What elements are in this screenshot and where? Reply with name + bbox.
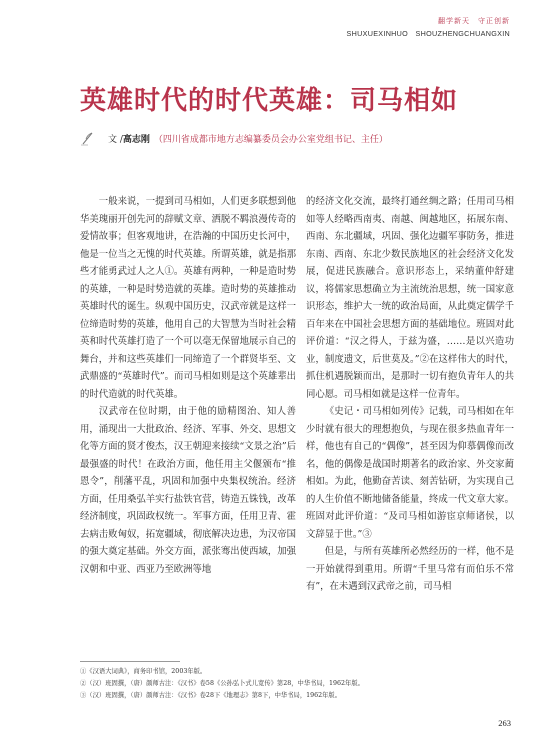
section-title-cn: 翻学新天 守正创新 <box>438 17 510 25</box>
page-number: 263 <box>498 718 511 728</box>
footnotes <box>80 661 510 702</box>
body-paragraph: 《史记・司马相如列传》记载，司马相如在年少时就有很大的理想抱负，与现在很多热血青年一样，他也有自己的“偶像”，甚至因为仰慕偶像而改名，他的偶像是战国时期著名的政治家、外交家蔺相如。为此，他勤奋苦读、刻苦钻研，为实现自己的人生价值不断地储备能量，终成一代文章大家。班固对此评价道：“及司马相如游宦京师诸侯，以文辞显于世。”③ <box>306 406 514 540</box>
author-name: 高志刚 <box>122 134 150 145</box>
body-paragraph: 汉武帝在位时期，由于他的励精图治、知人善用，涌现出一大批政治、经济、军事、外交、思想文化等方面的贤才俊杰，汉王朝迎来接续“文景之治”后最强盛的时代！在政治方面，他任用主父偃颁布“推恩令”，削藩平乱，巩固和加强中央集权统治。经济方面，任用桑弘羊实行盐铁官营，铸造五铢钱，改革经济制度，巩固政权统一。军事方面，任用卫青、霍去病击败匈奴，拓宽疆域，彻底解决边患，为汉帝国的强大奠定基础。外交方面，派张骞出使西域，加强汉朝和中亚、西亚乃至欧洲等地 <box>80 406 296 575</box>
byline-label: 文 / <box>108 134 123 145</box>
byline <box>80 130 388 146</box>
footnote: ②（汉）班固撰，（唐）颜师古注：《汉书》卷58《公孙弘卜式儿宽传》第28，中华书局，1962年版。 <box>80 680 364 687</box>
footnote: ③（汉）班固撰，（唐）颜师古注：《汉书》卷28下《地理志》第8下，中华书局，1962年版。 <box>80 692 342 699</box>
author-affiliation: （四川省成都市地方志编纂委员会办公室党组书记、主任） <box>153 134 388 145</box>
quill-pen-icon <box>80 130 96 146</box>
section-title-en: SHUXUEXINHUO SHOUZHENGCHUANGXIN <box>346 29 510 38</box>
body-paragraph: 一般来说，一提到司马相如，人们更多联想到他华美瑰丽开创先河的辞赋文章、洒脱不羁浪漫传奇的爱情故事；但客观地讲，在浩瀚的中国历史长河中，他是一位当之无愧的时代英雄。所谓英雄，就是指那些才能勇武过人之人①。英雄有两种，一种是造时势的英雄，一种是时势造就的英雄。造时势的英雄推动英雄时代的诞生。纵观中国历史，汉武帝就是这样一位缔造时势的英雄，他用自己的大智慧为当时社会精英和时代英雄打造了一个可以毫无保留地展示自己的舞台，并和这些英雄们一同缔造了一个群贤毕至、文武鼎盛的“英雄时代”。而司马相如则是这个英雄辈出的时代造就的时代英雄。 <box>80 196 296 400</box>
body-paragraph-continued: 的经济文化交流，最终打通丝绸之路；任用司马相如等人经略西南夷、南越、闽越地区，拓展东南、西南、东北疆域，巩固、强化边疆军事防务，推进东南、西南、东北少数民族地区的社会经济文化发展，促进民族融合。意识形态上，采纳董仲舒建议，将儒家思想确立为主流统治思想，统一国家意识形态，维护大一统的政治局面，从此奠定儒学千百年来在中国社会思想方面的基础地位。班固对此评价道：“汉之得人，于兹为盛，……是以兴造功业，制度遗文，后世莫及。”②在这样伟大的时代，抓住机遇脱颖而出，是那时一切有抱负青年人的共同心愿。司马相如就是这样一位青年。 <box>306 196 514 400</box>
running-header <box>347 16 510 39</box>
footnote: ①《汉语大词典》，商务印书馆，2003年版。 <box>80 668 207 675</box>
body-paragraph: 但是，与所有英雄所必然经历的一样，他不是一开始就得到重用。所谓“千里马常有而伯乐不常有”，在未遇到汉武帝之前，司马相 <box>306 546 514 592</box>
body-column-right <box>306 193 514 596</box>
body-column-left <box>80 193 296 578</box>
article-title: 英雄时代的时代英雄：司马相如 <box>80 86 459 116</box>
footnote-divider <box>80 661 180 662</box>
